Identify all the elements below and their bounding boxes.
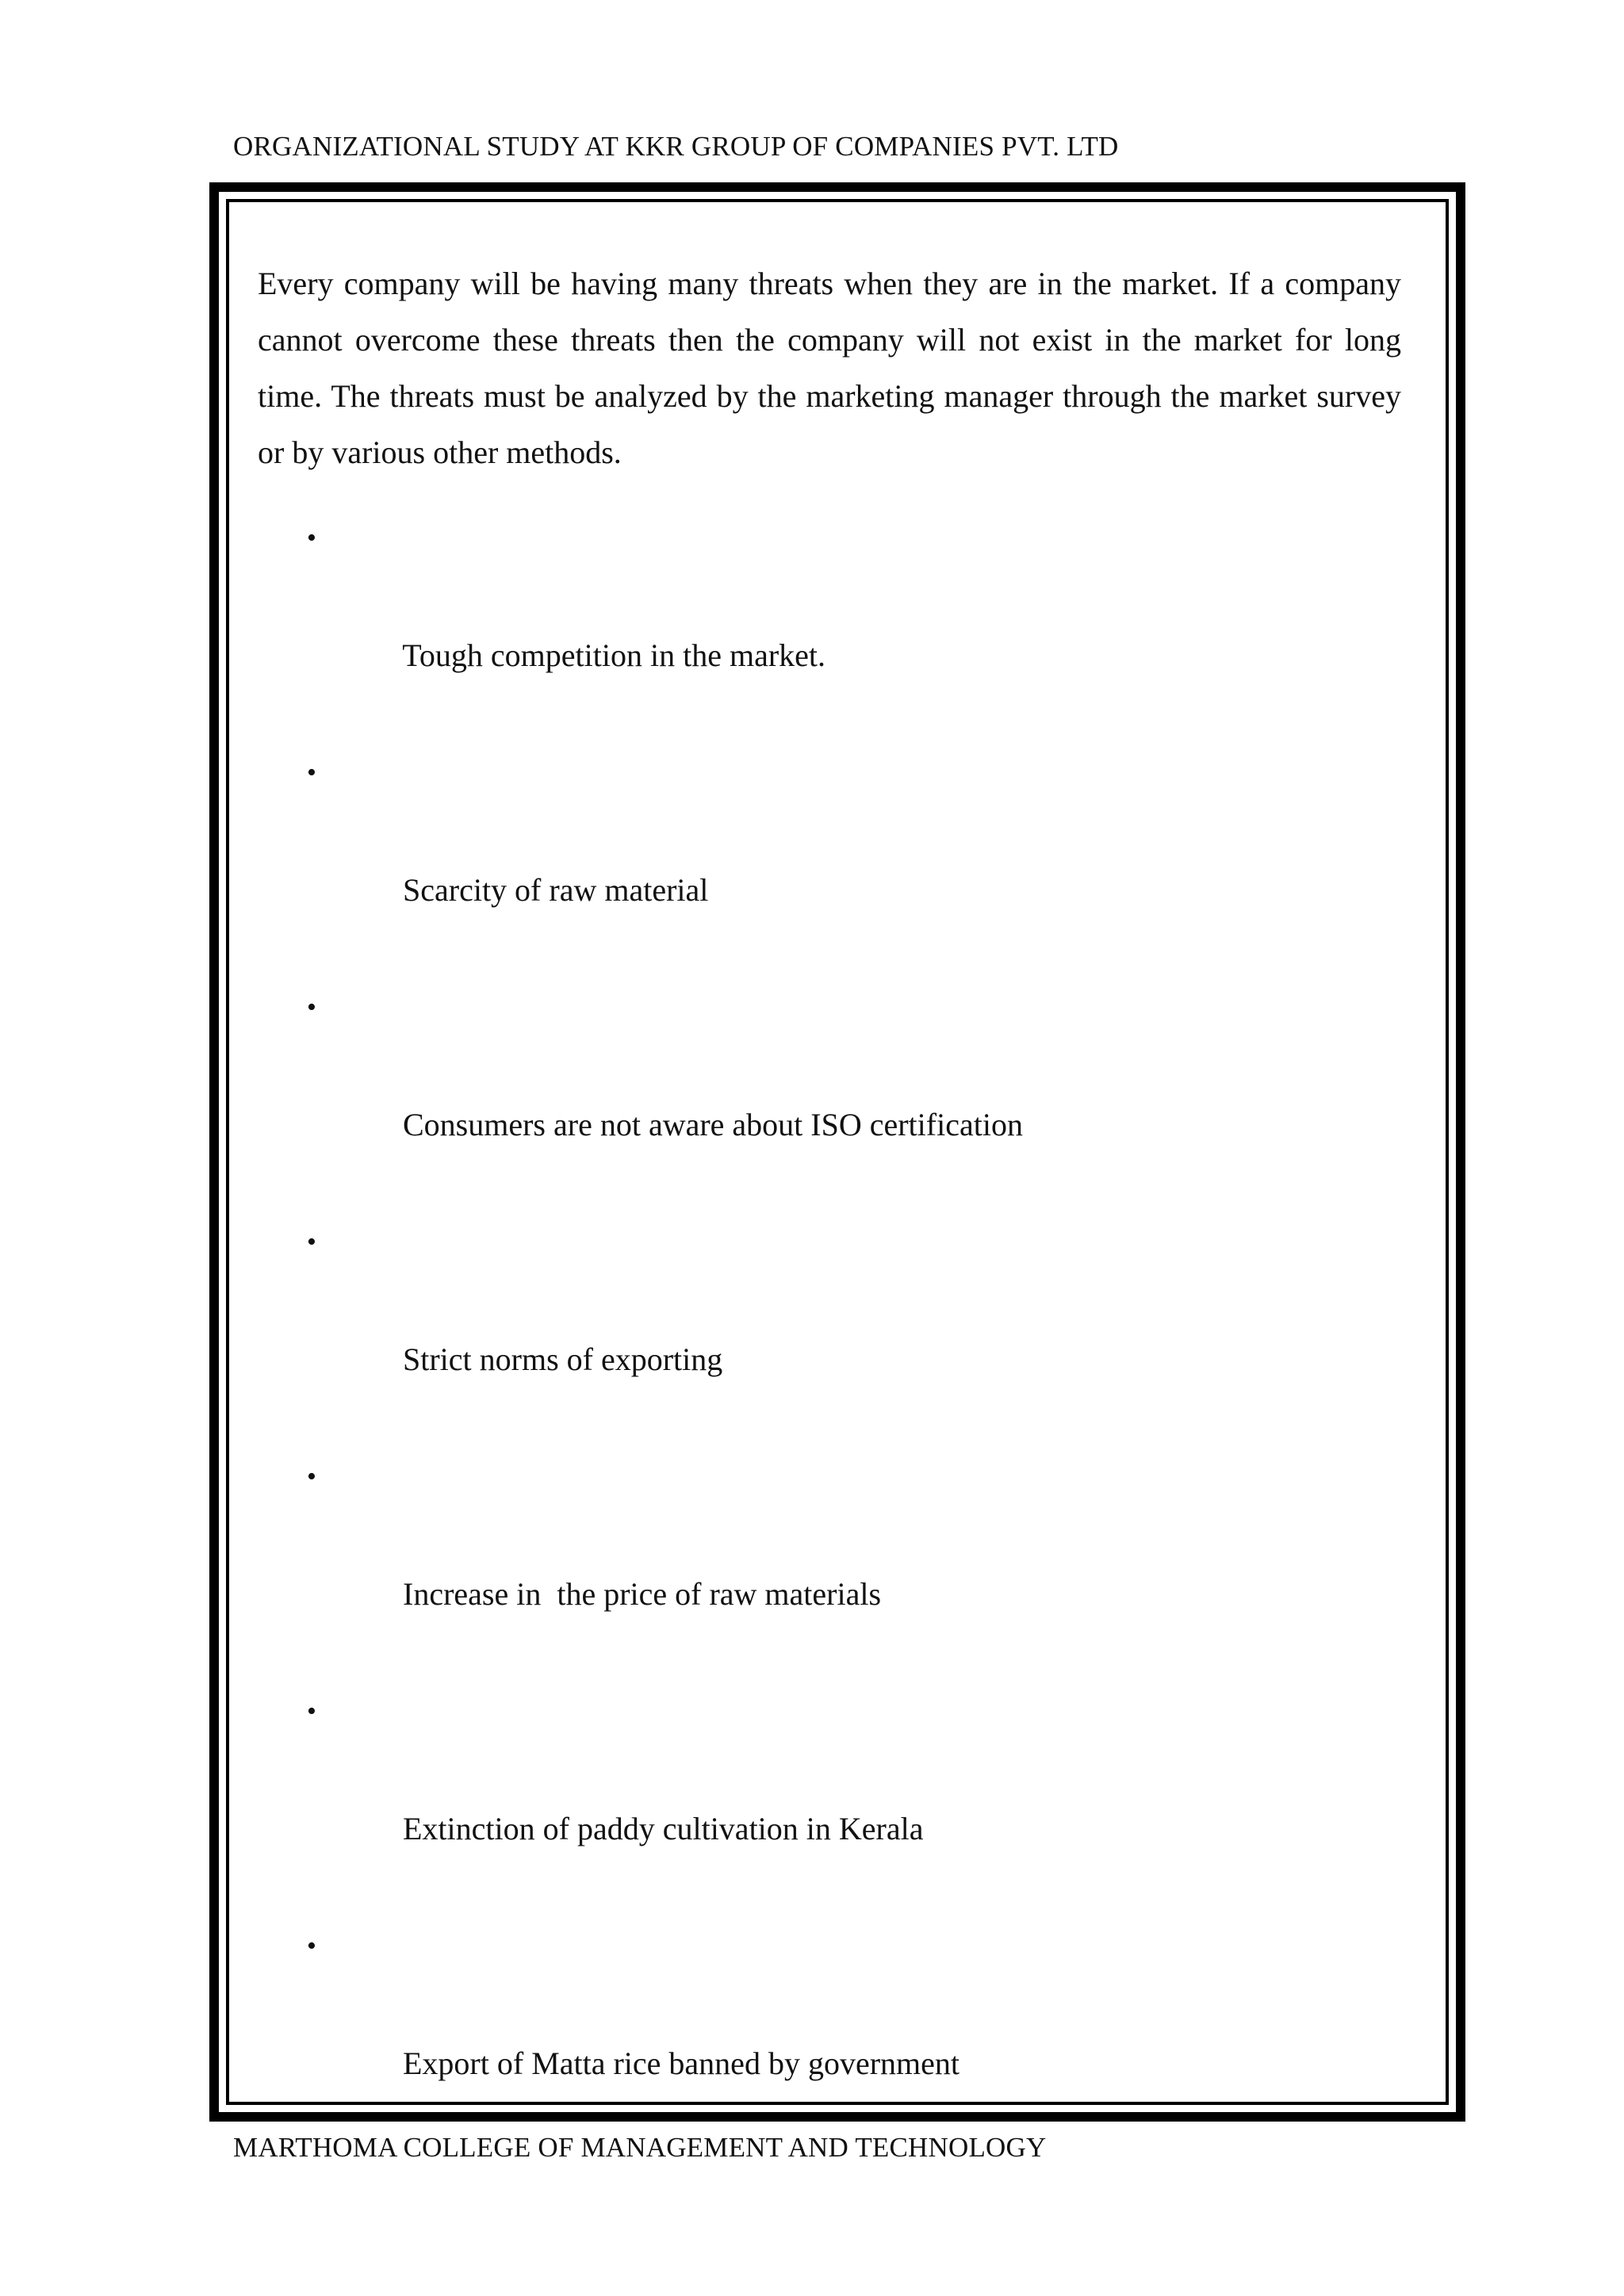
list-item-text: Scarcity of raw material bbox=[403, 872, 709, 908]
bullet-icon: • bbox=[307, 993, 316, 1022]
threats-list bbox=[258, 509, 1401, 2152]
list-item bbox=[258, 1448, 1401, 1682]
threats-paragraph: Every company will be having many threats when they are in the market. If a company cannot overcome these threats then the company will not exist in the market for long time. The threats must be analyzed by the marketing manager through the market survey or by various other methods. bbox=[258, 266, 1401, 470]
list-item-text: Export of Matta rice banned by government bbox=[403, 2045, 959, 2081]
page-header: ORGANIZATIONAL STUDY AT KKR GROUP OF COMPANIES PVT. LTD bbox=[233, 131, 1119, 162]
list-item-text: Increase in the price of raw materials bbox=[403, 1576, 882, 1612]
bullet-icon: • bbox=[307, 758, 316, 787]
bullet-icon: • bbox=[307, 1697, 316, 1726]
list-item bbox=[258, 1682, 1401, 1917]
list-item bbox=[258, 744, 1401, 978]
bullet-icon: • bbox=[307, 523, 316, 553]
list-item bbox=[258, 509, 1401, 744]
list-item-text: Tough competition in the market. bbox=[402, 637, 826, 673]
page-content bbox=[258, 255, 1401, 2152]
page-footer: MARTHOMA COLLEGE OF MANAGEMENT AND TECHNOLOGY bbox=[233, 2132, 1047, 2163]
bullet-icon: • bbox=[307, 1462, 316, 1491]
list-item bbox=[258, 978, 1401, 1213]
list-item bbox=[258, 1917, 1401, 2152]
list-item-text: Strict norms of exporting bbox=[403, 1341, 723, 1377]
list-item-text: Consumers are not aware about ISO certification bbox=[403, 1107, 1023, 1142]
bullet-icon: • bbox=[307, 1931, 316, 1961]
bullet-icon: • bbox=[307, 1227, 316, 1257]
list-item bbox=[258, 1213, 1401, 1448]
list-item-text: Extinction of paddy cultivation in Kerala bbox=[403, 1811, 924, 1846]
